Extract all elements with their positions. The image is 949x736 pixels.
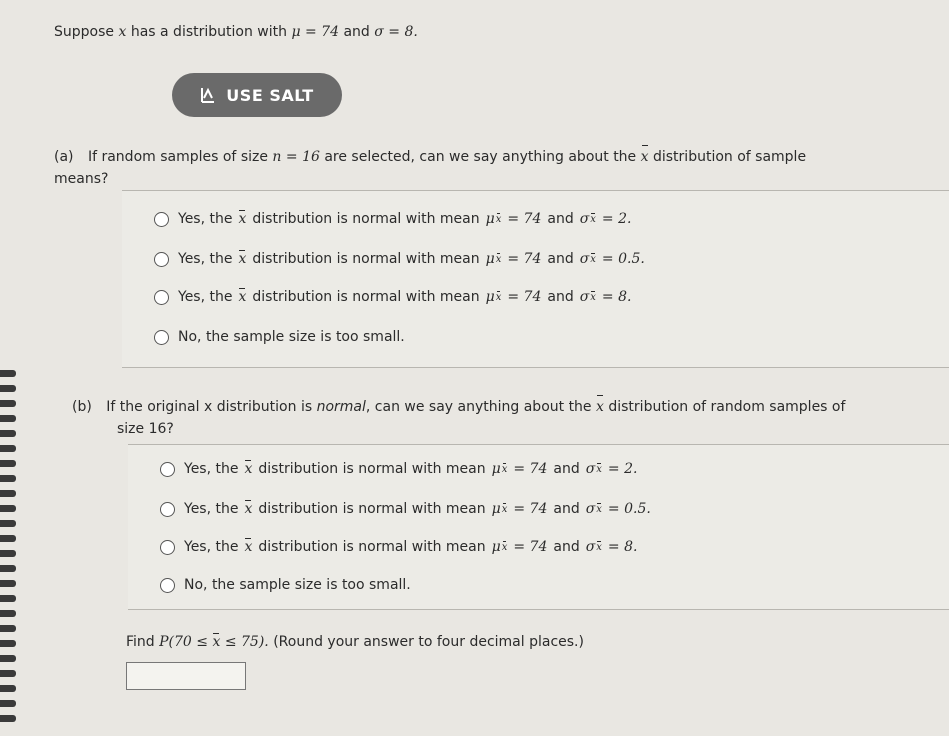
radio-button[interactable] bbox=[154, 330, 169, 345]
radio-button[interactable] bbox=[160, 462, 175, 477]
binder-hole bbox=[0, 715, 16, 722]
binder-hole bbox=[0, 415, 16, 422]
part-b-option-3[interactable]: Yes, the x distribution is normal with mean μ x = 74 and σ x = 8. bbox=[160, 539, 637, 555]
part-b-option-1[interactable]: Yes, the x distribution is normal with mean μ x = 74 and σ x = 2. bbox=[160, 461, 637, 477]
radio-button[interactable] bbox=[154, 212, 169, 227]
binder-hole bbox=[0, 685, 16, 692]
binder-hole bbox=[0, 490, 16, 497]
part-a-question: (a) If random samples of size n = 16 are selected, can we say anything about the x distribution of sample means? bbox=[54, 146, 924, 190]
answer-input[interactable] bbox=[126, 662, 246, 690]
binder-hole bbox=[0, 640, 16, 647]
binder-hole bbox=[0, 535, 16, 542]
binder-hole bbox=[0, 700, 16, 707]
radio-button[interactable] bbox=[160, 540, 175, 555]
radio-button[interactable] bbox=[160, 578, 175, 593]
part-b-question: (b) If the original x distribution is normal, can we say anything about the x distribution of random samples of size 16? bbox=[72, 396, 942, 440]
radio-button[interactable] bbox=[154, 290, 169, 305]
binder-hole bbox=[0, 625, 16, 632]
binder-hole bbox=[0, 670, 16, 677]
binder-hole bbox=[0, 505, 16, 512]
use-salt-label: USE SALT bbox=[226, 85, 314, 105]
binder-hole bbox=[0, 400, 16, 407]
binder-hole bbox=[0, 445, 16, 452]
part-a-option-3[interactable]: Yes, the x distribution is normal with mean μ x = 74 and σ x = 8. bbox=[154, 289, 631, 305]
binder-hole bbox=[0, 550, 16, 557]
binder-hole bbox=[0, 655, 16, 662]
radio-button[interactable] bbox=[160, 502, 175, 517]
binder-hole bbox=[0, 520, 16, 527]
part-b-options bbox=[128, 444, 949, 610]
binder-edge bbox=[0, 370, 18, 736]
use-salt-button[interactable] bbox=[172, 73, 342, 117]
salt-calculator-icon bbox=[200, 86, 216, 104]
binder-hole bbox=[0, 430, 16, 437]
find-probability-prompt: Find P(70 ≤ x ≤ 75). (Round your answer to four decimal places.) bbox=[126, 634, 584, 650]
binder-hole bbox=[0, 580, 16, 587]
part-a-option-1[interactable]: Yes, the x distribution is normal with mean μ x = 74 and σ x = 2. bbox=[154, 211, 631, 227]
binder-hole bbox=[0, 475, 16, 482]
part-a-option-4[interactable]: No, the sample size is too small. bbox=[154, 329, 405, 345]
part-a-options bbox=[122, 190, 949, 368]
binder-hole bbox=[0, 565, 16, 572]
part-b-option-4[interactable]: No, the sample size is too small. bbox=[160, 577, 411, 593]
binder-hole bbox=[0, 610, 16, 617]
binder-hole bbox=[0, 385, 16, 392]
radio-button[interactable] bbox=[154, 252, 169, 267]
part-b-option-2[interactable]: Yes, the x distribution is normal with mean μ x = 74 and σ x = 0.5. bbox=[160, 501, 651, 517]
part-a-option-2[interactable]: Yes, the x distribution is normal with mean μ x = 74 and σ x = 0.5. bbox=[154, 251, 645, 267]
binder-hole bbox=[0, 370, 16, 377]
binder-hole bbox=[0, 460, 16, 467]
binder-hole bbox=[0, 595, 16, 602]
problem-statement: Suppose x has a distribution with μ = 74 and σ = 8. bbox=[54, 24, 418, 40]
